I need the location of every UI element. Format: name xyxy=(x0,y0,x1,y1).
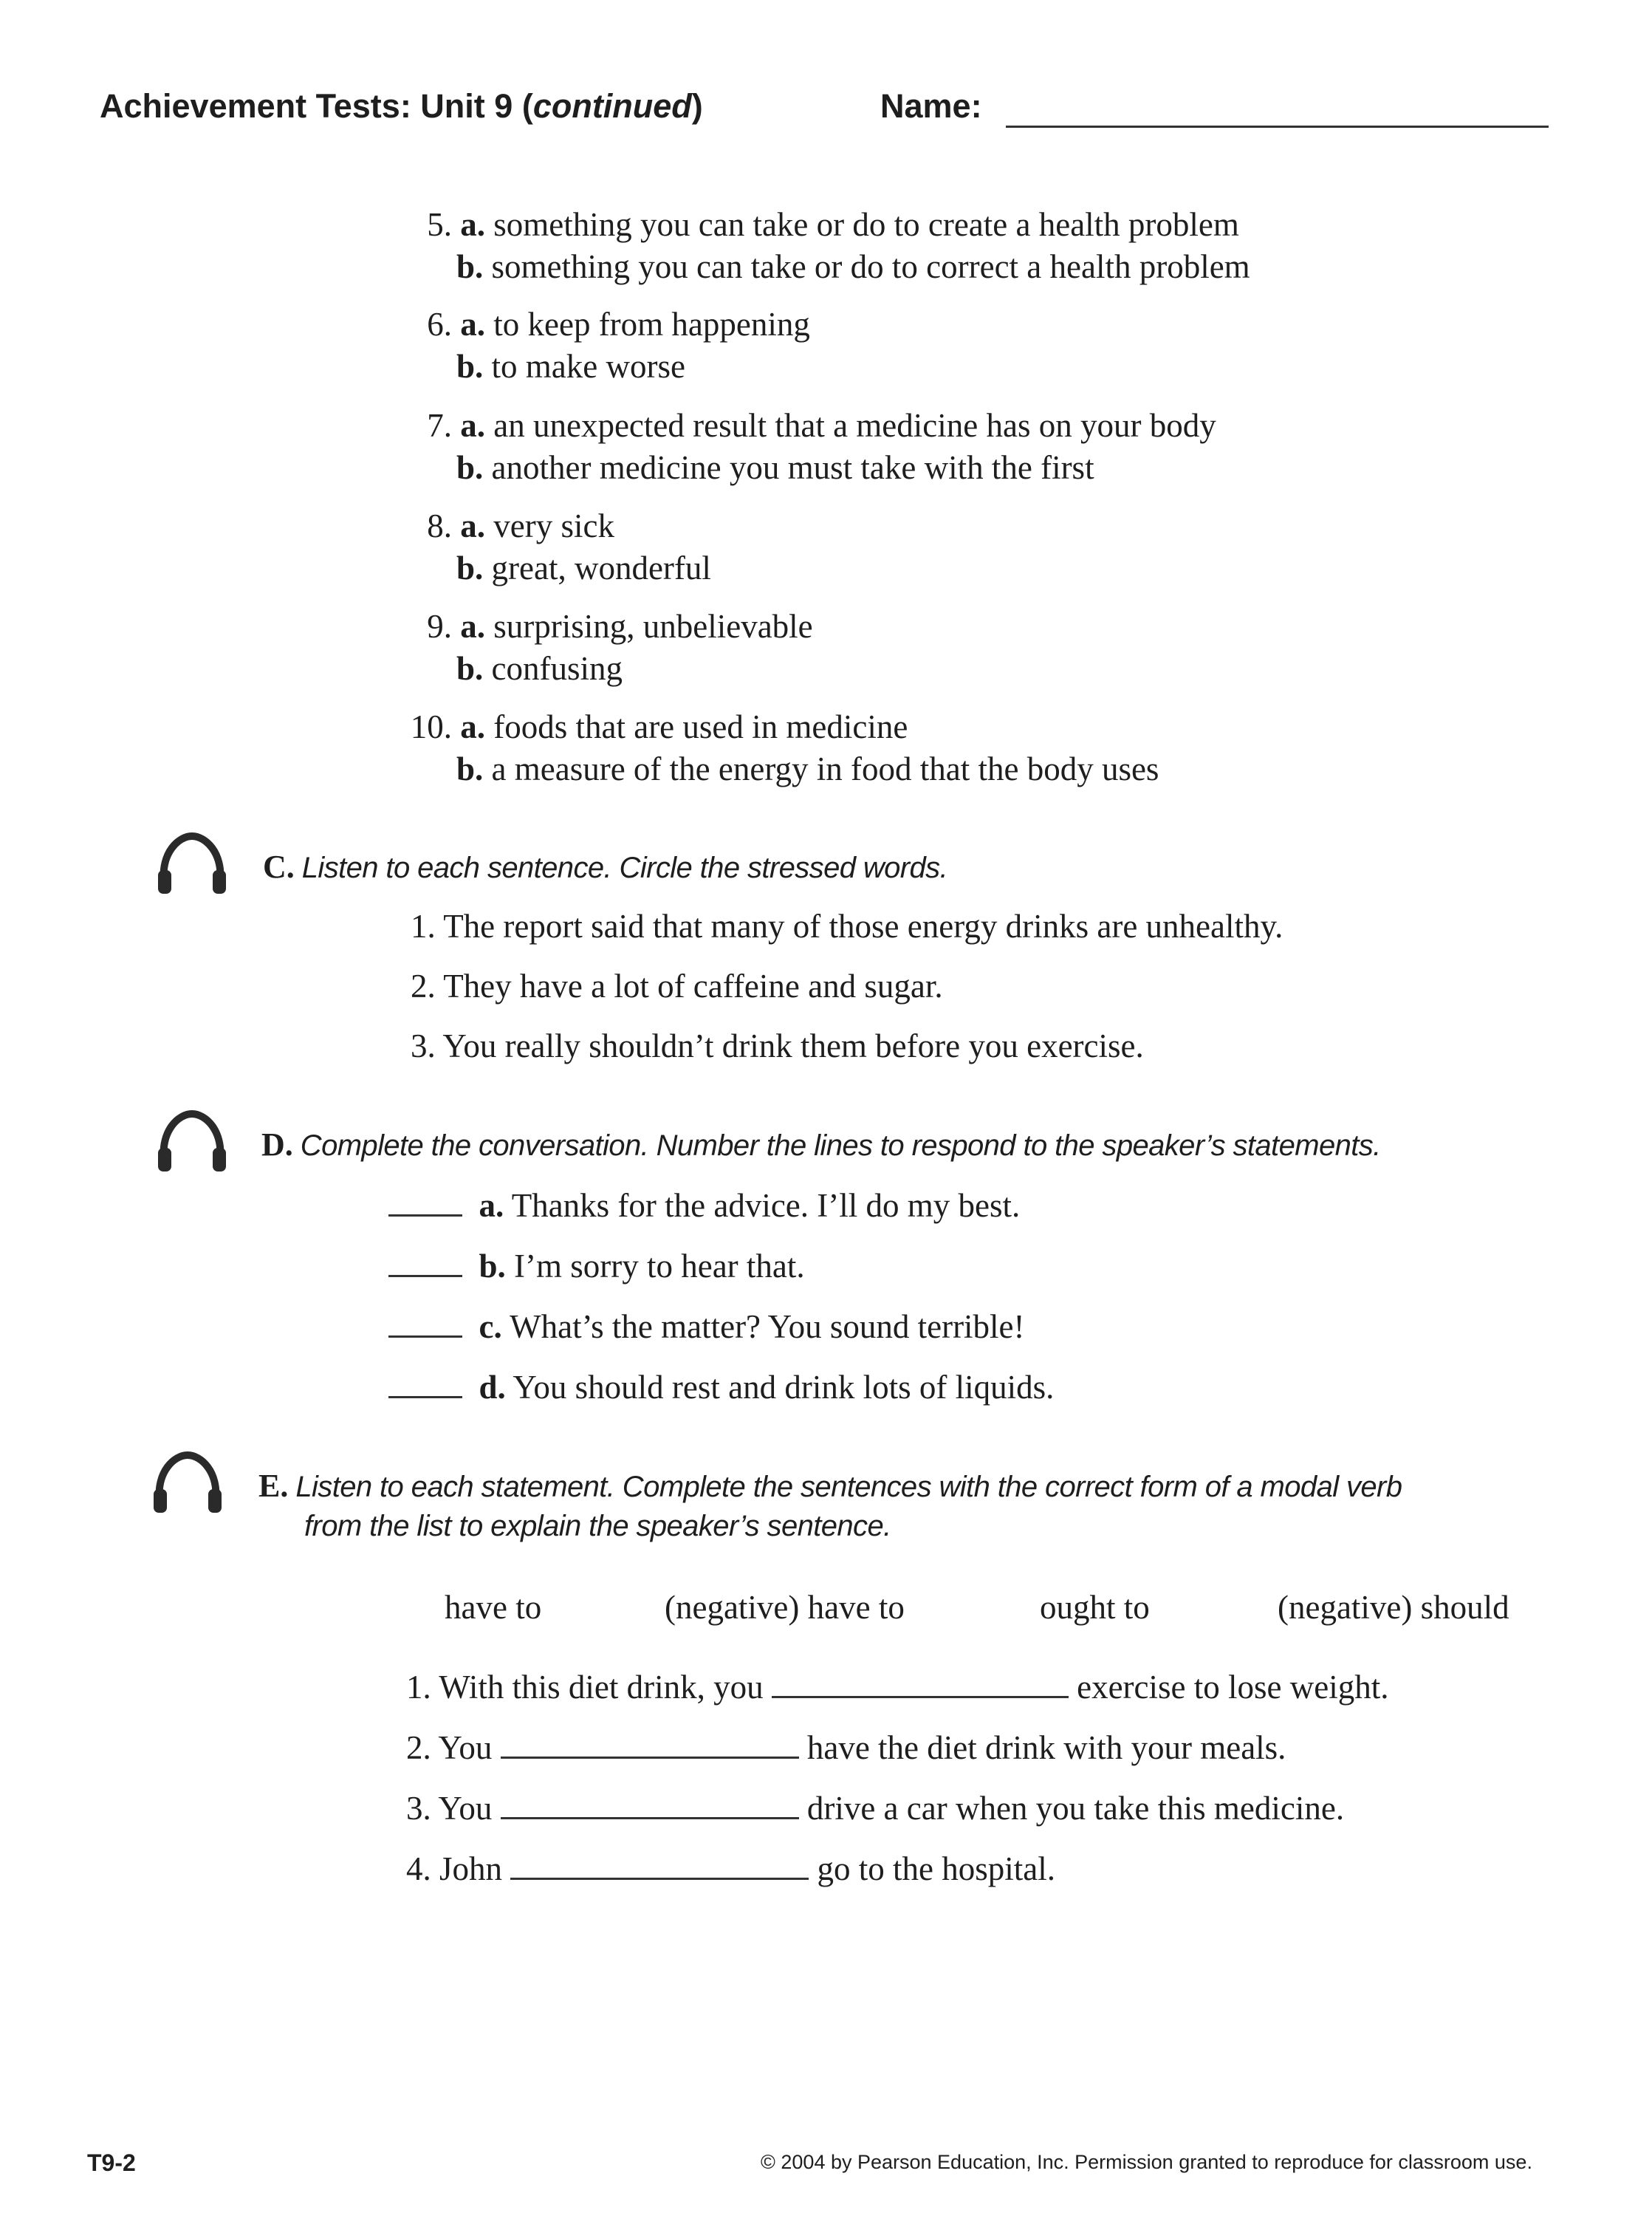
section-letter: D. xyxy=(261,1126,293,1163)
number-blank[interactable] xyxy=(388,1335,462,1338)
sentence-text: They have a lot of caffeine and sugar. xyxy=(443,968,943,1005)
option-a-text: an unexpected result that a medicine has on your body xyxy=(493,407,1216,444)
number-blank[interactable] xyxy=(388,1274,462,1277)
option-letter: a. xyxy=(460,708,485,745)
sentence-before: John xyxy=(439,1850,503,1887)
sentence-after: exercise to lose weight. xyxy=(1077,1669,1389,1706)
option-b-text: confusing xyxy=(491,650,623,687)
question-number: 5. xyxy=(427,206,452,243)
option-letter: a. xyxy=(460,306,485,343)
option-a-text: very sick xyxy=(493,507,614,544)
option-b-text: great, wonderful xyxy=(491,550,711,586)
line-text: What’s the matter? You sound terrible! xyxy=(510,1308,1025,1345)
conversation-line-d xyxy=(388,1368,1054,1406)
section-instruction: Complete the conversation. Number the lines to respond to the speaker’s statements. xyxy=(300,1129,1381,1162)
answer-blank[interactable] xyxy=(501,1816,799,1819)
page-title xyxy=(100,87,703,126)
question-9 xyxy=(394,606,813,690)
name-label: Name: xyxy=(880,87,982,125)
item-number: 3. xyxy=(411,1027,436,1064)
sentence-after: have the diet drink with your meals. xyxy=(806,1729,1286,1766)
copyright-notice: © 2004 by Pearson Education, Inc. Permission granted to reproduce for classroom use. xyxy=(761,2151,1532,2173)
option-b-text: something you can take or do to correct a health problem xyxy=(491,248,1250,285)
headphones-icon xyxy=(157,1108,227,1173)
fill-sentence-3 xyxy=(406,1789,1344,1827)
question-8 xyxy=(394,505,711,589)
option-a-text: to keep from happening xyxy=(493,306,810,343)
line-text: I’m sorry to hear that. xyxy=(514,1248,805,1285)
page-number: T9-2 xyxy=(87,2149,136,2176)
option-b-text: a measure of the energy in food that the body uses xyxy=(491,750,1159,787)
option-letter: a. xyxy=(460,206,485,243)
item-letter: c. xyxy=(479,1308,502,1345)
name-input-line[interactable] xyxy=(1006,126,1549,128)
option-letter: b. xyxy=(456,449,484,486)
question-10 xyxy=(394,706,1159,790)
section-c-header xyxy=(263,848,947,886)
sentence-text: The report said that many of those energy drinks are unhealthy. xyxy=(443,908,1283,945)
line-text: Thanks for the advice. I’ll do my best. xyxy=(511,1187,1021,1224)
fill-sentence-2 xyxy=(406,1728,1286,1767)
conversation-line-b xyxy=(388,1247,805,1285)
section-letter: E. xyxy=(258,1468,289,1504)
title-main: Achievement Tests: Unit 9 ( xyxy=(100,87,533,125)
option-b-text: another medicine you must take with the first xyxy=(491,449,1094,486)
question-number: 8. xyxy=(427,507,452,544)
question-number: 10. xyxy=(410,708,452,745)
option-a-text: surprising, unbelievable xyxy=(493,608,813,645)
word-bank-option: (negative) have to xyxy=(665,1589,905,1626)
section-instruction: from the list to explain the speaker’s sentence. xyxy=(304,1510,891,1542)
number-blank[interactable] xyxy=(388,1395,462,1398)
sentence-after: drive a car when you take this medicine. xyxy=(806,1790,1345,1827)
option-letter: b. xyxy=(456,348,484,385)
option-letter: b. xyxy=(456,248,484,285)
conversation-line-c xyxy=(388,1307,1025,1346)
option-letter: b. xyxy=(456,650,484,687)
section-e-header-cont xyxy=(304,1508,891,1543)
option-letter: b. xyxy=(456,750,484,787)
answer-blank[interactable] xyxy=(510,1877,809,1880)
item-number: 2. xyxy=(411,968,436,1005)
option-a-text: foods that are used in medicine xyxy=(493,708,908,745)
option-letter: a. xyxy=(460,407,485,444)
question-number: 6. xyxy=(427,306,452,343)
sentence-text: You really shouldn’t drink them before you exercise. xyxy=(442,1027,1144,1064)
answer-blank[interactable] xyxy=(772,1695,1069,1698)
item-letter: b. xyxy=(479,1248,506,1285)
title-close: ) xyxy=(691,87,703,125)
item-letter: d. xyxy=(479,1369,506,1406)
question-7 xyxy=(394,405,1216,489)
sentence-before: With this diet drink, you xyxy=(439,1669,764,1706)
question-number: 9. xyxy=(427,608,452,645)
sentence-after: go to the hospital. xyxy=(817,1850,1055,1887)
question-number: 7. xyxy=(427,407,452,444)
item-number: 4. xyxy=(406,1850,431,1887)
word-bank-option: (negative) should xyxy=(1278,1589,1509,1626)
question-5 xyxy=(394,204,1250,288)
option-a-text: something you can take or do to create a health problem xyxy=(493,206,1239,243)
fill-sentence-4 xyxy=(406,1850,1055,1888)
sentence-2 xyxy=(411,967,943,1005)
section-e-header xyxy=(258,1467,1402,1505)
section-d-header xyxy=(261,1126,1381,1163)
sentence-before: You xyxy=(438,1729,493,1766)
option-letter: b. xyxy=(456,550,484,586)
item-letter: a. xyxy=(479,1187,504,1224)
option-letter: a. xyxy=(460,507,485,544)
option-letter: a. xyxy=(460,608,485,645)
item-number: 1. xyxy=(411,908,436,945)
option-b-text: to make worse xyxy=(491,348,685,385)
sentence-1 xyxy=(411,907,1283,945)
question-6 xyxy=(394,304,810,388)
word-bank-option: have to xyxy=(445,1589,542,1626)
conversation-line-a xyxy=(388,1186,1020,1225)
number-blank[interactable] xyxy=(388,1214,462,1217)
item-number: 1. xyxy=(406,1669,431,1706)
item-number: 2. xyxy=(406,1729,431,1766)
word-bank-option: ought to xyxy=(1040,1589,1150,1626)
line-text: You should rest and drink lots of liquids. xyxy=(513,1369,1055,1406)
headphones-icon xyxy=(157,830,227,895)
sentence-3 xyxy=(411,1027,1144,1065)
headphones-icon xyxy=(152,1449,223,1514)
section-instruction: Listen to each statement. Complete the sentences with the correct form of a modal verb xyxy=(295,1471,1402,1503)
title-italic: continued xyxy=(532,87,692,125)
section-instruction: Listen to each sentence. Circle the stressed words. xyxy=(301,852,948,884)
sentence-before: You xyxy=(438,1790,493,1827)
answer-blank[interactable] xyxy=(501,1756,799,1759)
fill-sentence-1 xyxy=(406,1668,1388,1706)
section-letter: C. xyxy=(263,849,295,885)
item-number: 3. xyxy=(406,1790,431,1827)
